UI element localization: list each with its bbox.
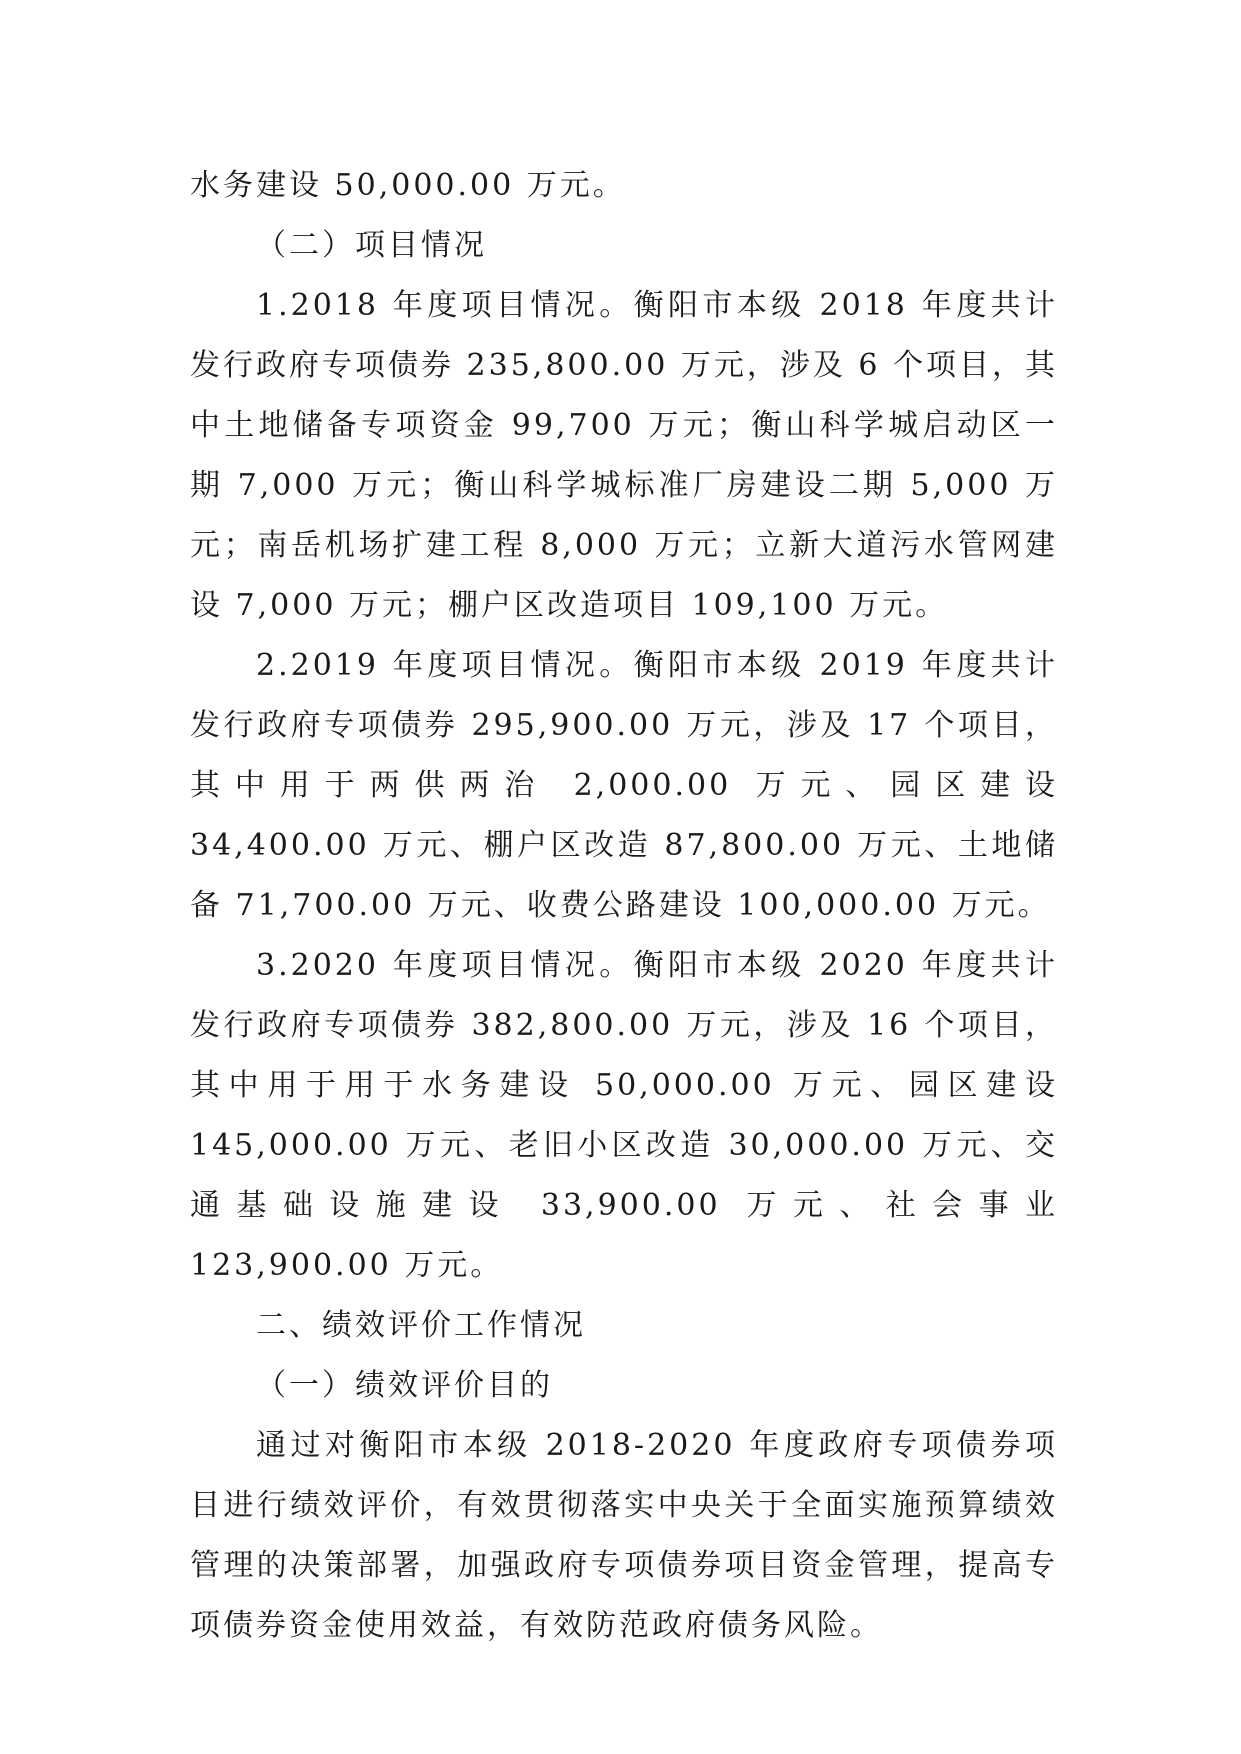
paragraph-evaluation-purpose: 通过对衡阳市本级 2018-2020 年度政府专项债券项目进行绩效评价，有效贯彻落实中央关于全面实施预算绩效管理的决策部署，加强政府专项债券项目资金管理，提高专项债券资金使用效益，有效防范政府债务风险。: [190, 1428, 1058, 1643]
section-heading-evaluation-work: 二、绩效评价工作情况: [256, 1308, 586, 1343]
document-body: [190, 156, 1058, 1656]
paragraph-2019-projects: 2.2019 年度项目情况。衡阳市本级 2019 年度共计发行政府专项债券 295,900.00 万元，涉及 17 个项目，其中用于两供两治 2,000.00 万元、园区建设 34,400.00 万元、棚户区改造 87,800.00 万元、土地储备 71,700.00 万元、收费公路建设 100,000.00 万元。: [190, 648, 1058, 923]
paragraph-continuation: 水务建设 50,000.00 万元。: [190, 168, 626, 203]
section-heading-project-status: （二）项目情况: [256, 228, 487, 263]
paragraph-2020-projects: 3.2020 年度项目情况。衡阳市本级 2020 年度共计发行政府专项债券 382,800.00 万元，涉及 16 个项目，其中用于用于水务建设 50,000.00 万元、园区建设 145,000.00 万元、老旧小区改造 30,000.00 万元、交通基础设施建设 33,900.00 万元、社会事业 123,900.00 万元。: [190, 948, 1058, 1283]
section-heading-evaluation-purpose: （一）绩效评价目的: [256, 1368, 553, 1403]
paragraph-2018-projects: 1.2018 年度项目情况。衡阳市本级 2018 年度共计发行政府专项债券 235,800.00 万元，涉及 6 个项目，其中土地储备专项资金 99,700 万元；衡山科学城启动区一期 7,000 万元；衡山科学城标准厂房建设二期 5,000 万元；南岳机场扩建工程 8,000 万元；立新大道污水管网建设 7,000 万元；棚户区改造项目 109,100 万元。: [190, 288, 1058, 623]
